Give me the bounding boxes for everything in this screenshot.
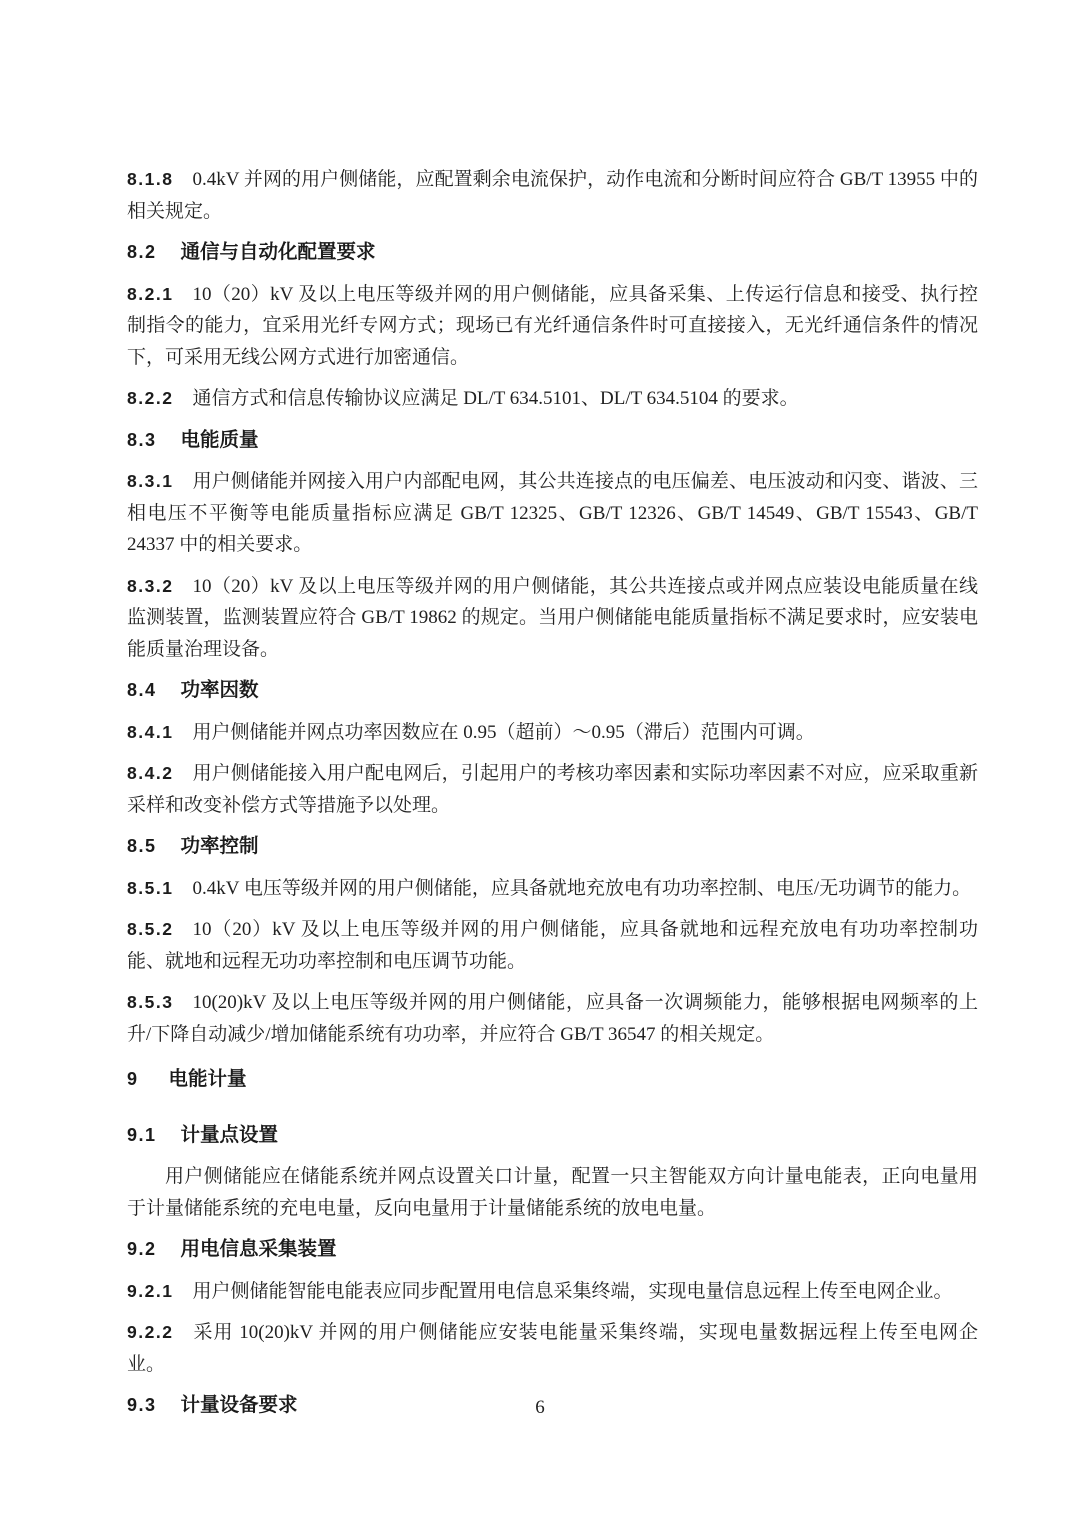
section-heading (127, 1120, 978, 1152)
clause-paragraph (127, 758, 978, 821)
clause-text: 用户侧储能并网点功率因数应在 0.95（超前）～0.95（滞后）范围内可调。 (192, 721, 815, 743)
clause-number: 8.3.1 (127, 471, 174, 491)
page-number: 6 (535, 1397, 545, 1418)
clause-text: 采用 10(20)kV 并网的用户侧储能应安装电能量采集终端，实现电量数据远程上传至电网企业。 (127, 1322, 978, 1375)
body-paragraph (127, 1161, 978, 1224)
clause-paragraph (127, 914, 978, 977)
section-heading (127, 675, 978, 707)
clause-paragraph (127, 717, 978, 749)
paragraph-text: 用户侧储能应在储能系统并网点设置关口计量，配置一只主智能双方向计量电能表，正向电量用于计量储能系统的充电电量，反向电量用于计量储能系统的放电电量。 (127, 1166, 978, 1219)
clause-text: 10(20)kV 及以上电压等级并网的用户侧储能，应具备一次调频能力，能够根据电网频率的上升/下降自动减少/增加储能系统有功功率，并应符合 GB/T 36547 的相关规定。 (127, 992, 978, 1045)
section-number: 8.4 (127, 680, 157, 700)
clause-paragraph (127, 873, 978, 905)
clause-text: 通信方式和信息传输协议应满足 DL/T 634.5101、DL/T 634.5104 的要求。 (192, 388, 799, 409)
section-title: 计量点设置 (180, 1123, 279, 1146)
clause-text: 0.4kV 并网的用户侧储能，应配置剩余电流保护，动作电流和分断时间应符合 GB/T 13955 中的相关规定。 (127, 169, 978, 222)
chapter-title: 电能计量 (168, 1068, 247, 1090)
clause-number: 8.5.1 (127, 877, 174, 898)
page-footer (0, 1396, 1080, 1420)
clause-text: 用户侧储能并网接入用户内部配电网，其公共连接点的电压偏差、电压波动和闪变、谐波、三相电压不平衡等电能质量指标应满足 GB/T 12325、GB/T 12326、GB/T 14549、GB/T 15543、GB/T 24337 中的相关要求。 (127, 471, 978, 555)
section-number: 9.2 (127, 1239, 157, 1259)
clause-text: 10（20）kV 及以上电压等级并网的用户侧储能，应具备采集、上传运行信息和接受、执行控制指令的能力，宜采用光纤专网方式；现场已有光纤通信条件时可直接接入，无光纤通信条件的情况下，可采用无线公网方式进行加密通信。 (127, 283, 978, 368)
section-heading (127, 1234, 978, 1266)
chapter-heading (127, 1064, 978, 1096)
section-title: 通信与自动化配置要求 (180, 241, 376, 263)
section-heading (127, 425, 978, 457)
clause-number: 8.4.1 (127, 721, 174, 742)
clause-paragraph (127, 1276, 978, 1308)
clause-number: 8.3.2 (127, 575, 174, 596)
clause-paragraph (127, 571, 978, 666)
document-body (127, 164, 978, 1432)
clause-paragraph (127, 466, 978, 561)
clause-number: 8.5.3 (127, 992, 174, 1012)
clause-number: 9.2.2 (127, 1322, 174, 1342)
section-title: 功率因数 (180, 679, 259, 701)
clause-paragraph (127, 987, 978, 1050)
clause-text: 10（20）kV 及以上电压等级并网的用户侧储能，其公共连接点或并网点应装设电能质量在线监测装置，监测装置应符合 GB/T 19862 的规定。当用户侧储能电能质量指标不满足要求时，应安装电能质量治理设备。 (127, 575, 978, 660)
clause-text: 0.4kV 电压等级并网的用户侧储能，应具备就地充放电有功功率控制、电压/无功调节的能力。 (192, 877, 972, 899)
section-title: 电能质量 (180, 428, 259, 451)
section-number: 8.3 (127, 429, 157, 450)
section-title: 用电信息采集装置 (180, 1238, 337, 1260)
clause-number: 8.2.2 (127, 388, 174, 408)
clause-number: 8.1.8 (127, 169, 174, 189)
section-heading (127, 237, 978, 269)
clause-number: 8.4.2 (127, 763, 174, 783)
clause-text: 用户侧储能智能电能表应同步配置用电信息采集终端，实现电量信息远程上传至电网企业。 (192, 1280, 953, 1302)
clause-text: 用户侧储能接入用户配电网后，引起用户的考核功率因素和实际功率因素不对应，应采取重新采样和改变补偿方式等措施予以处理。 (127, 763, 978, 816)
section-number: 9.1 (127, 1124, 157, 1145)
clause-number: 9.2.1 (127, 1280, 174, 1301)
section-number: 8.2 (127, 242, 157, 262)
clause-text: 10（20）kV 及以上电压等级并网的用户侧储能，应具备就地和远程充放电有功功率控制功能、就地和远程无功功率控制和电压调节功能。 (127, 919, 978, 972)
section-title: 功率控制 (180, 835, 259, 857)
section-number: 9.3 (127, 1395, 157, 1415)
clause-paragraph (127, 383, 978, 415)
clause-number: 8.5.2 (127, 919, 174, 939)
clause-paragraph (127, 1317, 978, 1380)
section-title: 计量设备要求 (180, 1394, 298, 1416)
chapter-number: 9 (127, 1069, 139, 1089)
clause-paragraph (127, 164, 978, 227)
section-number: 8.5 (127, 836, 157, 856)
section-heading (127, 831, 978, 863)
clause-paragraph (127, 279, 978, 374)
clause-number: 8.2.1 (127, 283, 174, 304)
